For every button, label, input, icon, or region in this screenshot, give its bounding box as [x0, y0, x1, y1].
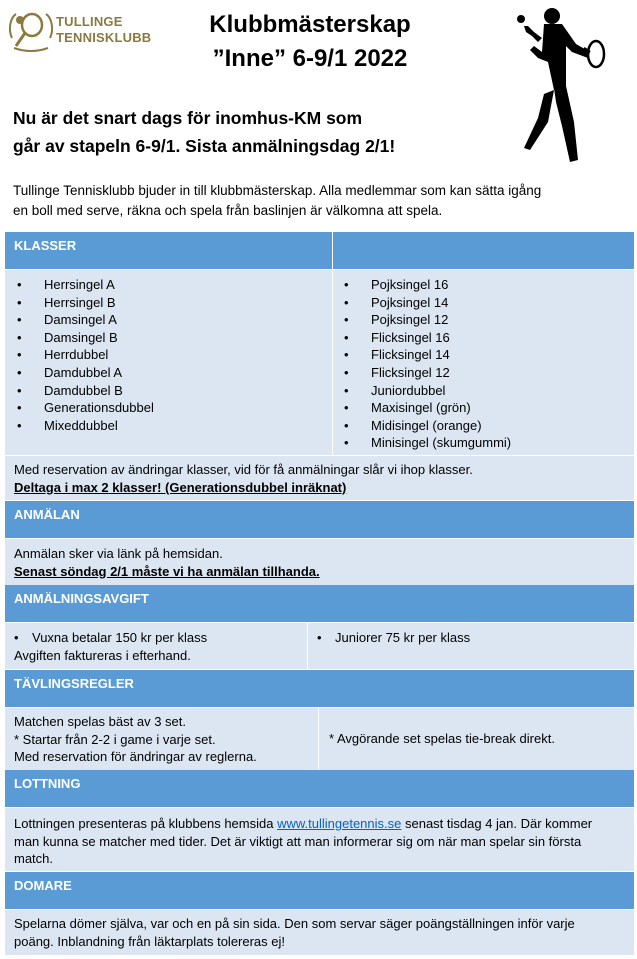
- avgift-heading: ANMÄLNINGSAVGIFT: [14, 591, 149, 606]
- tennis-racket-logo-icon: [6, 8, 56, 56]
- regler-body: [5, 708, 634, 770]
- avgift-right: • Juniorer 75 kr per klass: [317, 630, 471, 645]
- domare-line1: Spelarna dömer själva, var och en på sin sida. Den som servar säger poängställningen inför varje: [14, 916, 575, 931]
- section-header-anmalan: [5, 501, 634, 538]
- column-divider: [307, 623, 308, 669]
- regler-heading: TÄVLINGSREGLER: [14, 676, 134, 691]
- section-header-lottning: [5, 770, 634, 807]
- lead-line1: Nu är det snart dags för inomhus-KM som: [13, 108, 363, 128]
- class-list-item: • Pojksingel 14: [341, 294, 511, 312]
- class-list-item: • Flicksingel 14: [341, 346, 511, 364]
- avgift-right-bullet: Juniorer 75 kr per klass: [335, 630, 471, 645]
- anmalan-text: Anmälan sker via länk på hemsidan.: [14, 546, 223, 561]
- tennis-player-silhouette-icon: [508, 2, 608, 167]
- lead-line2: går av stapeln 6-9/1. Sista anmälningsdag 2/1!: [13, 136, 396, 156]
- column-divider: [318, 708, 319, 770]
- domare-heading: DOMARE: [14, 878, 72, 893]
- avgift-left: [14, 629, 207, 664]
- class-list-item: • Flicksingel 12: [341, 364, 511, 382]
- section-header-regler: [5, 670, 634, 707]
- class-list-item: • Minisingel (skumgummi): [341, 434, 511, 452]
- class-list-item: • Midisingel (orange): [341, 417, 511, 435]
- regler-rule-3: Med reservation för ändringar av reglerna.: [14, 749, 257, 765]
- regler-right: * Avgörande set spelas tie-break direkt.: [329, 731, 555, 746]
- class-list-item: • Herrdubbel: [14, 346, 154, 364]
- class-list-item: • Pojksingel 12: [341, 311, 511, 329]
- class-list-item: • Damsingel B: [14, 329, 154, 347]
- klasser-list-body: [5, 270, 634, 455]
- class-list-item: • Damsingel A: [14, 311, 154, 329]
- anmalan-body: [5, 539, 634, 585]
- class-list-item: • Mixeddubbel: [14, 417, 154, 435]
- domare-line2: poäng. Inblandning från läktarplats tolereras ej!: [14, 933, 286, 949]
- class-list-item: • Damdubbel A: [14, 364, 154, 382]
- title-line1: Klubbmästerskap: [209, 11, 411, 38]
- klasser-note-bold: Deltaga i max 2 klasser! (Generationsdubbel inräknat): [14, 479, 347, 495]
- lottning-line3: match.: [14, 851, 54, 867]
- domare-body: [5, 910, 634, 955]
- klasser-right-list: [341, 276, 511, 452]
- regler-left: [14, 713, 257, 766]
- intro-text: [13, 181, 623, 221]
- section-header-avgift: [5, 585, 634, 622]
- page-title: [170, 8, 450, 76]
- class-list-item: • Juniordubbel: [341, 382, 511, 400]
- lottning-heading: LOTTNING: [14, 776, 81, 791]
- klasser-note-text: Med reservation av ändringar klasser, vid för få anmälningar slår vi ihop klasser.: [14, 462, 473, 477]
- class-list-item: • Flicksingel 16: [341, 329, 511, 347]
- class-list-item: • Damdubbel B: [14, 382, 154, 400]
- klasser-note: [5, 456, 634, 500]
- lottning-body: [5, 808, 634, 871]
- klasser-left-list: [14, 276, 154, 434]
- class-list-item: • Herrsingel B: [14, 294, 154, 312]
- club-name: [56, 14, 151, 46]
- anmalan-heading: ANMÄLAN: [14, 507, 80, 522]
- class-list-item: • Generationsdubbel: [14, 399, 154, 417]
- section-header-domare: [5, 872, 634, 909]
- lottning-line1: Lottningen presenteras på klubbens hemsida www.tullingetennis.se senast tisdag 4 jan. Där kommer: [14, 816, 593, 831]
- club-name-line1: TULLINGE: [56, 14, 123, 29]
- regler-rule-1: Matchen spelas bäst av 3 set.: [14, 714, 186, 729]
- title-line2: ”Inne” 6-9/1 2022: [212, 45, 408, 72]
- intro-line2: en boll med serve, räkna och spela från baslinjen är välkomna att spela.: [13, 203, 443, 218]
- class-list-item: • Pojksingel 16: [341, 276, 511, 294]
- avgift-left-bullet: • Vuxna betalar 150 kr per klass: [14, 630, 208, 645]
- club-name-line2: TENNISKLUBB: [56, 30, 152, 45]
- class-list-item: • Maxisingel (grön): [341, 399, 511, 417]
- website-link[interactable]: www.tullingetennis.se: [277, 816, 402, 831]
- regler-rule-2: * Startar från 2-2 i game i varje set.: [14, 731, 216, 747]
- section-header-klasser: [5, 232, 634, 269]
- avgift-body: [5, 623, 634, 669]
- lead-text: [13, 104, 483, 160]
- intro-line1: Tullinge Tennisklubb bjuder in till klubbmästerskap. Alla medlemmar som kan sätta igång: [13, 183, 542, 198]
- klasser-heading: KLASSER: [14, 238, 77, 253]
- lottning-line2: man kunna se matcher med tider. Det är viktigt att man informerar sig om när man spelar sin första: [14, 833, 582, 849]
- anmalan-deadline: Senast söndag 2/1 måste vi ha anmälan tillhanda.: [14, 563, 320, 579]
- column-divider: [332, 270, 333, 455]
- column-divider: [332, 232, 333, 269]
- class-list-item: • Herrsingel A: [14, 276, 154, 294]
- avgift-invoice-note: Avgiften faktureras i efterhand.: [14, 647, 191, 663]
